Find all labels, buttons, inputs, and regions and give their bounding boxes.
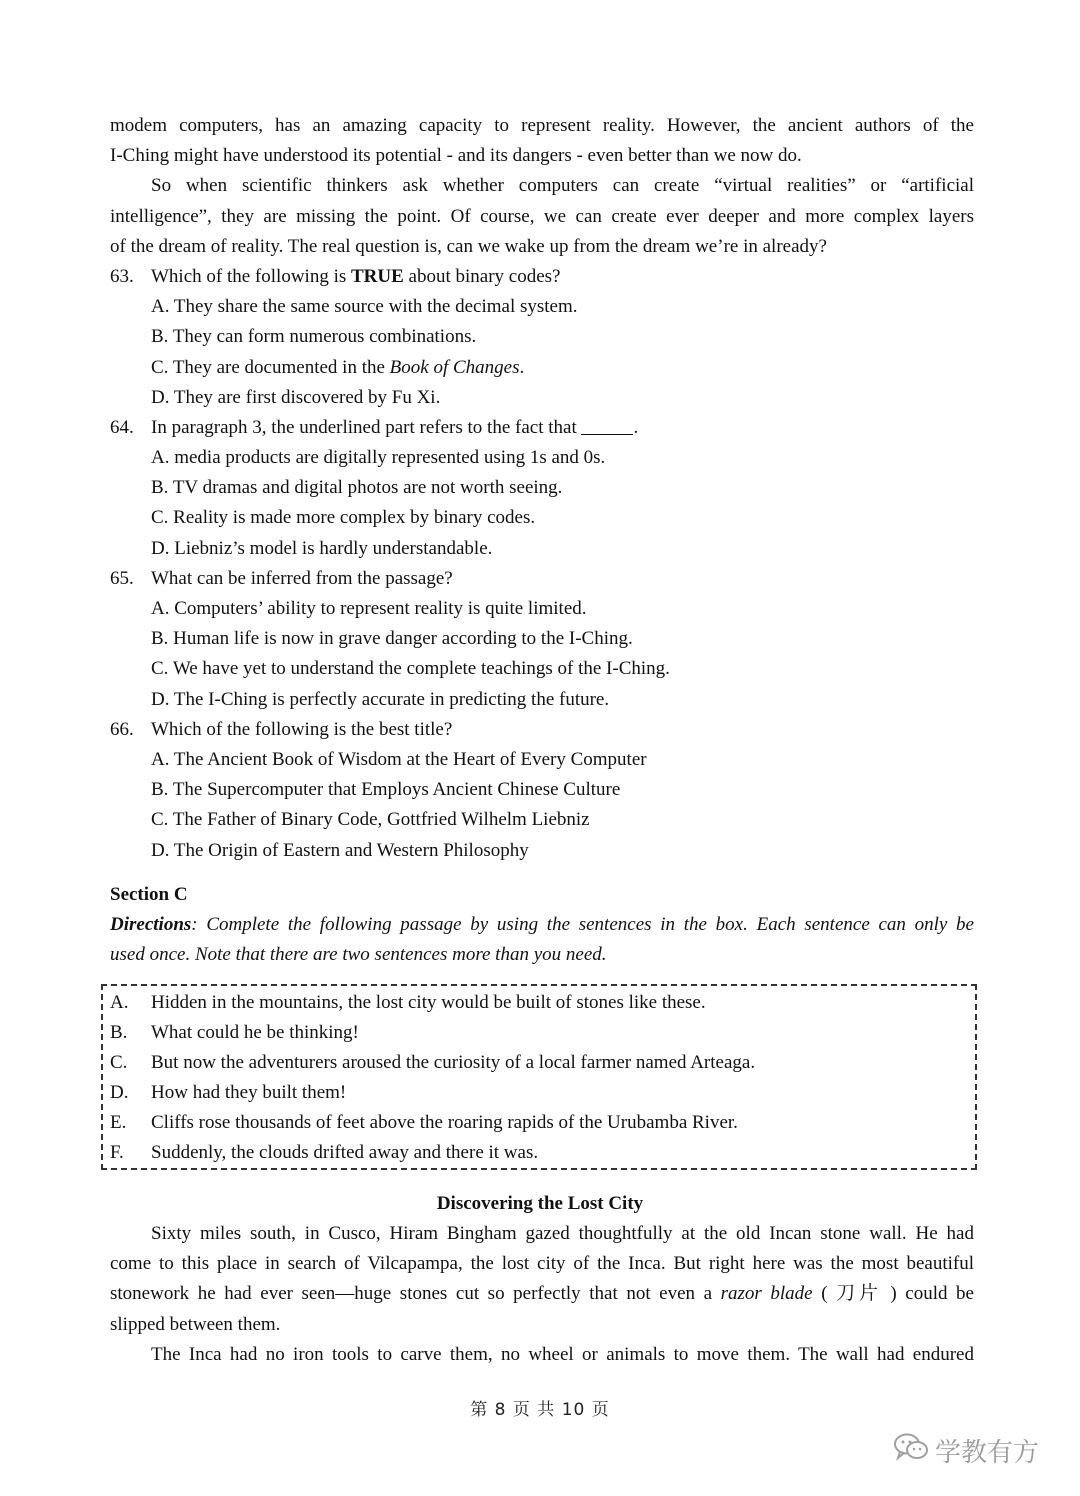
passage-title: Discovering the Lost City xyxy=(436,1193,644,1214)
watermark-text: 学教有方 xyxy=(935,1437,1040,1468)
box-sentence: E. Cliffs rose thousands of feet above the roaring rapids of the Urubamba River. xyxy=(110,1112,738,1133)
option-a: A. They share the same source with the decimal system. xyxy=(151,296,578,318)
option-c: C. They are documented in the Book of Changes. xyxy=(151,356,525,378)
option-d: D. The I-Ching is perfectly accurate in predicting the future. xyxy=(151,688,610,710)
question-page xyxy=(110,111,974,970)
box-sentence: A. Hidden in the mountains, the lost city would be built of stones like these. xyxy=(110,992,706,1013)
question-63 xyxy=(110,262,974,292)
passage-line: The Inca had no iron tools to carve them, no wheel or animals to move them. The wall had endured xyxy=(151,1343,974,1365)
passage-line: modem computers, has an amazing capacity to represent reality. However, the ancient authors of the xyxy=(110,115,974,136)
option-d: D. The Origin of Eastern and Western Philosophy xyxy=(151,839,529,861)
passage-line: Sixty miles south, in Cusco, Hiram Bingham gazed thoughtfully at the old Incan stone wall. He had xyxy=(151,1223,974,1244)
directions-line: used once. Note that there are two sentences more than you need. xyxy=(110,944,607,966)
option-b: B. They can form numerous combinations. xyxy=(151,326,477,348)
option-d: D. Liebniz’s model is hardly understandable. xyxy=(151,537,493,559)
box-sentence: B. What could he be thinking! xyxy=(110,1022,359,1043)
question-number: 64. xyxy=(110,416,134,438)
option-b: B. Human life is now in grave danger according to the I-Ching. xyxy=(151,628,633,650)
question-stem: In paragraph 3, the underlined part refers to the fact that . xyxy=(151,416,639,438)
question-66 xyxy=(110,715,974,745)
question-number: 65. xyxy=(110,567,134,589)
question-stem: Which of the following is TRUE about binary codes? xyxy=(151,265,561,287)
question-stem: What can be inferred from the passage? xyxy=(151,567,453,589)
passage-line: slipped between them. xyxy=(110,1313,281,1335)
option-a: A. media products are digitally represented using 1s and 0s. xyxy=(151,447,606,469)
passage-line: of the dream of reality. The real question is, can we wake up from the dream we’re in already? xyxy=(110,235,827,257)
page-footer: 第 8 页 共 10 页 xyxy=(470,1400,610,1420)
option-c: C. Reality is made more complex by binary codes. xyxy=(151,507,536,529)
box-sentence: F. Suddenly, the clouds drifted away and there it was. xyxy=(110,1142,539,1163)
watermark xyxy=(893,1430,1039,1470)
question-65 xyxy=(110,564,974,594)
option-a: A. The Ancient Book of Wisdom at the Heart of Every Computer xyxy=(151,748,647,770)
option-b: B. The Supercomputer that Employs Ancient Chinese Culture xyxy=(151,779,621,801)
option-b: B. TV dramas and digital photos are not worth seeing. xyxy=(151,477,563,499)
passage-line: come to this place in search of Vilcapampa, the lost city of the Inca. But right here was the most beautiful xyxy=(110,1253,974,1275)
question-64 xyxy=(110,413,974,443)
answer-blank xyxy=(581,416,633,435)
passage-line: stonework he had ever seen—huge stones cut so perfectly that not even a razor blade ( 刀片 ) could be xyxy=(110,1283,974,1305)
box-sentence: C. But now the adventurers aroused the curiosity of a local farmer named Arteaga. xyxy=(110,1052,756,1073)
option-c: C. We have yet to understand the complete teachings of the I-Ching. xyxy=(151,658,670,680)
passage-line: intelligence”, they are missing the point. Of course, we can create ever deeper and more complex layers xyxy=(110,205,974,227)
option-d: D. They are first discovered by Fu Xi. xyxy=(151,386,441,408)
option-c: C. The Father of Binary Code, Gottfried Wilhelm Liebniz xyxy=(151,809,590,831)
option-a: A. Computers’ ability to represent reality is quite limited. xyxy=(151,598,587,619)
passage-line: I-Ching might have understood its potential - and its dangers - even better than we now do. xyxy=(110,145,802,167)
directions-label: Directions xyxy=(110,913,192,935)
story-passage xyxy=(110,1219,974,1370)
section-heading: Section C xyxy=(110,883,188,905)
directions: Directions: Complete the following passage by using the sentences in the box. Each sentence can only be xyxy=(110,913,974,935)
box-sentence: D. How had they built them! xyxy=(110,1082,347,1103)
question-number: 63. xyxy=(110,265,134,287)
wechat-icon xyxy=(893,1432,935,1469)
question-number: 66. xyxy=(110,718,134,740)
passage-line: So when scientific thinkers ask whether computers can create “virtual realities” or “artificial xyxy=(151,175,974,197)
question-stem: Which of the following is the best title? xyxy=(151,718,453,740)
